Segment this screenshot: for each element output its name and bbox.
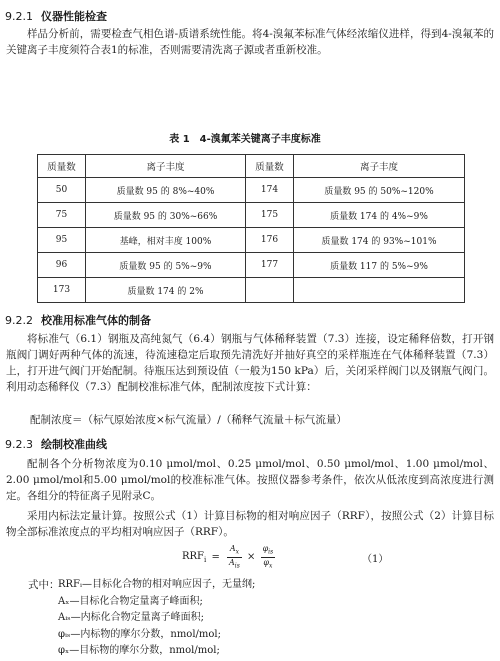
- equation-fraction-area: $\frac{A_x}{A_{is}}$: [229, 544, 240, 570]
- section-title: 绘制校准曲线: [41, 438, 107, 451]
- table-header-cell: 离子丰度: [294, 155, 465, 178]
- table-row: [38, 253, 465, 278]
- definition-item: φᵢₛ—内标物的摩尔分数，nmol/mol;: [58, 628, 221, 640]
- section-number: 9.2.2: [5, 314, 33, 327]
- table-cell: 174: [246, 178, 294, 203]
- table-cell: 质量数 95 的 8%~40%: [86, 178, 246, 203]
- section-9-2-3-heading: [5, 436, 107, 452]
- table-cell: 75: [38, 203, 86, 228]
- table-cell: 50: [38, 178, 86, 203]
- table-caption-number: 表 1: [169, 134, 190, 145]
- equation-lhs: $RRF_i$: [182, 550, 207, 564]
- definition-item: Aₓ—目标化合物定量离子峰面积;: [58, 595, 203, 607]
- table-cell: 175: [246, 203, 294, 228]
- table-caption-title: 4-溴氟苯关键离子丰度标准: [199, 134, 321, 145]
- equation-times: ×: [246, 551, 256, 563]
- section-number: 9.2.1: [5, 10, 33, 23]
- table-cell: 173: [38, 278, 86, 303]
- table-header-cell: 质量数: [246, 155, 294, 178]
- table-cell: 176: [246, 228, 294, 253]
- section-title: 仪器性能检查: [41, 10, 107, 23]
- definition-item: φₓ—目标物的摩尔分数，nmol/mol;: [58, 645, 220, 657]
- table-cell: 质量数 117 的 5%~9%: [294, 253, 465, 278]
- table-header-row: [38, 155, 465, 178]
- section-9-2-3-para-2: 采用内标法定量计算。按照公式（1）计算目标物的相对响应因子（RRF），按照公式（2）计算目标物全部标准浓度点的平均相对响应因子（RRF）。: [6, 510, 494, 538]
- equation-equals: =: [211, 551, 220, 563]
- table-cell: 基峰，相对丰度 100%: [86, 228, 246, 253]
- table-row: [38, 178, 465, 203]
- table-cell: 质量数 95 的 50%~120%: [294, 178, 465, 203]
- definition-item: Aᵢₛ—内标化合物定量离子峰面积;: [58, 612, 204, 624]
- table-header-cell: 离子丰度: [86, 155, 246, 178]
- table-header-cell: 质量数: [38, 155, 86, 178]
- table-cell: 质量数 174 的 2%: [86, 278, 246, 303]
- table-row: [38, 228, 465, 253]
- table-row: [38, 278, 465, 303]
- table-cell: 96: [38, 253, 86, 278]
- definitions-list: [58, 577, 488, 660]
- table-cell: 177: [246, 253, 294, 278]
- equation-1: [182, 544, 382, 574]
- equation-number: （1）: [362, 554, 389, 565]
- table-cell: 质量数 174 的 93%~101%: [294, 228, 465, 253]
- table-cell: [246, 278, 294, 303]
- definition-item: RRFᵢ—目标化合物的相对响应因子，无量纲;: [58, 579, 256, 590]
- table-cell: 质量数 174 的 4%~9%: [294, 203, 465, 228]
- table-cell: 质量数 95 的 5%~9%: [86, 253, 246, 278]
- section-9-2-3-para-1: 配制各个分析物浓度为0.10 μmol/mol、0.25 μmol/mol、0.50 μmol/mol、1.00 μmol/mol、2.00 μmol/mol和5.00 μmol/mol的校准标准气体。按照仪器参考条件，依次从低浓度到高浓度进行测定。各组分的特征离子见附录C。: [6, 458, 494, 502]
- table-caption: [0, 130, 500, 145]
- table-cell: 质量数 95 的 30%~66%: [86, 203, 246, 228]
- table-row: [38, 203, 465, 228]
- section-9-2-1-heading: [5, 8, 107, 24]
- table-cell: [294, 278, 465, 303]
- concentration-formula: 配制浓度＝（标气原始浓度×标气流量）/（稀释气流量＋标气流量）: [30, 414, 347, 426]
- section-9-2-2-body: 将标准气（6.1）钢瓶及高纯氮气（6.4）钢瓶与气体稀释装置（7.3）连接，设定稀释倍数，打开钢瓶阀门调好两种气体的流速，待流速稳定后取预先清洗好并抽好真空的采样瓶连在气体稀释装置（7.3）上，打开进气阀门开始配制。待瓶压达到预设值（一般为150 kPa）后，关闭采样阀门以及钢瓶气阀门。利用动态稀释仪（7.3）配制校准标准气体，配制浓度按下式计算：: [6, 333, 494, 393]
- section-title: 校准用标准气体的制备: [41, 314, 151, 327]
- ion-abundance-table: [37, 154, 465, 303]
- equation-fraction-mole: $\frac{\varphi_{is}}{\varphi_x}$: [262, 544, 274, 570]
- where-label: 式中：: [28, 579, 60, 591]
- section-9-2-2-heading: [5, 312, 151, 328]
- section-9-2-1-body: 样品分析前，需要检查气相色谱-质谱系统性能。将4-溴氟苯标准气体经浓缩仪进样，得到4-溴氟苯的关键离子丰度须符合表1的标准，否则需要清洗离子源或者重新校准。: [6, 28, 494, 56]
- table-cell: 95: [38, 228, 86, 253]
- section-number: 9.2.3: [5, 438, 33, 451]
